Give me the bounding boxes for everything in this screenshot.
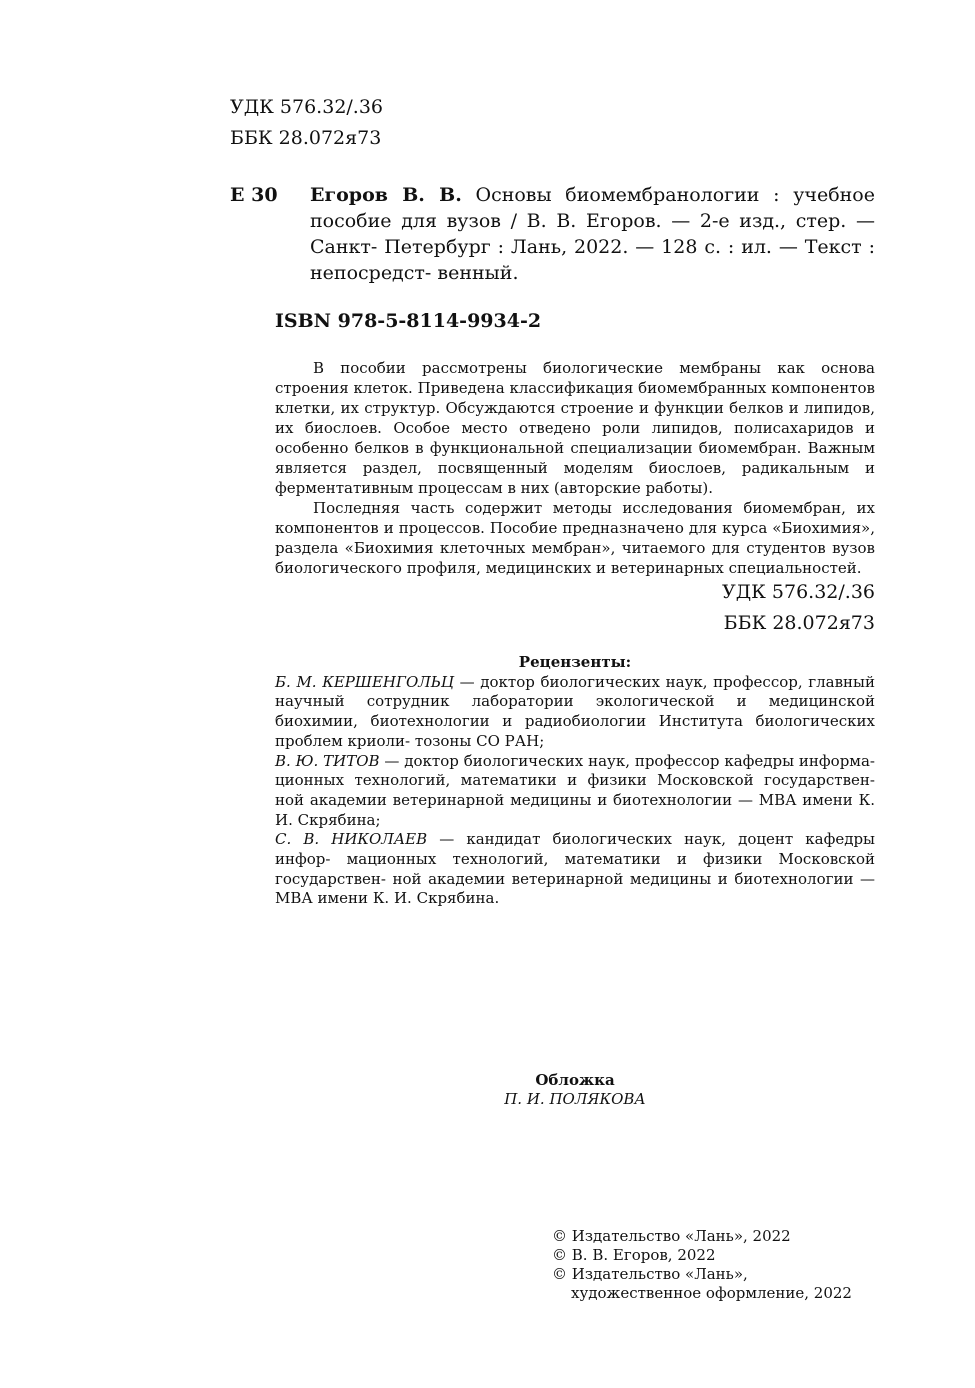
reviewer-line: мационных технологий, математики и физики Московской государствен-	[275, 850, 875, 888]
reviewer-entry	[275, 673, 875, 752]
reviewer-name: С. В. НИКОЛАЕВ	[275, 830, 428, 849]
annotation-line: биологического профиля, медицинских и ветеринарных специальностей.	[275, 559, 862, 577]
bbk-code: ББК 28.072я73	[230, 127, 382, 149]
annotation-line: компонентов и процессов. Пособие предназначено для курса «Биохимия»,	[275, 519, 875, 537]
reviewers	[275, 653, 875, 909]
author-code: Е 30	[230, 184, 278, 206]
annotation-paragraph	[275, 498, 875, 578]
description-line: Основы биомембранологии : учебное пособие	[310, 184, 875, 232]
annotation-line: В пособии рассмотрены биологические мембраны как основа строения	[275, 359, 875, 397]
description-line: Петербург : Лань, 2022. — 128 с. : ил. — Текст : непосредст-	[310, 236, 875, 284]
description-line: для вузов / В. В. Егоров. — 2-е изд., стер. — Санкт-	[310, 210, 875, 258]
reviewer-line: К. И. Скрябина.	[372, 889, 500, 908]
reviewer-name: В. Ю. ТИТОВ	[275, 751, 380, 770]
description-line: венный.	[437, 262, 519, 284]
reviewer-line: научный сотрудник лаборатории экологической и медицинской биохимии,	[275, 692, 875, 731]
classification-codes	[230, 92, 383, 154]
reviewer-entry	[275, 830, 875, 909]
copyright-line: © Издательство «Лань», 2022	[552, 1227, 791, 1245]
bbk-code: ББК 28.072я73	[723, 612, 875, 634]
classification-codes-repeat	[722, 577, 875, 639]
udk-code: УДК 576.32/.36	[721, 581, 875, 603]
reviewer-line: ционных технологий, математики и физики Московской государствен-	[275, 771, 875, 790]
annotation-line: раздела «Биохимия клеточных мембран», читаемого для студентов вузов	[275, 539, 875, 557]
annotation-line: процессам в них (авторские работы).	[418, 479, 713, 497]
cover-designer: П. И. ПОЛЯКОВА	[504, 1090, 646, 1108]
udk-code: УДК 576.32/.36	[230, 96, 384, 118]
annotation-line: клеток. Приведена классификация биомембранных компонентов клетки,	[275, 379, 875, 417]
annotation-line: Последняя часть содержит методы исследования биомембран, их	[313, 499, 875, 517]
reviewer-line: тозоны СО РАН;	[414, 731, 545, 750]
reviewer-line: ной академии ветеринарной медицины и биотехнологии — МВА имени	[275, 790, 853, 809]
annotation-line: их структур. Обсуждаются строение и функции белков и липидов, их	[275, 399, 875, 437]
copyright-line: © В. В. Егоров, 2022	[552, 1246, 716, 1264]
annotation-line: раздел, посвященный моделям биослоев, радикальным и ферментативным	[275, 459, 875, 497]
bibliographic-description	[310, 182, 875, 286]
annotation	[275, 358, 875, 578]
reviewer-line: — доктор биологических наук, профессор кафедры информа-	[379, 751, 875, 770]
reviewer-name: Б. М. КЕРШЕНГОЛЬЦ	[275, 672, 454, 691]
annotation-line: белков в функциональной специализации биомембран. Важным является	[275, 439, 875, 477]
bibliographic-entry	[230, 182, 875, 286]
annotation-paragraph	[275, 358, 875, 498]
reviewer-line: биотехнологии и радиобиологии Института биологических проблем криоли-	[275, 712, 875, 750]
copyright-line: художественное оформление, 2022	[571, 1284, 852, 1302]
isbn: ISBN 978-5-8114-9934-2	[275, 310, 542, 332]
copyright-block	[552, 1227, 852, 1303]
reviewer-line: ной академии ветеринарной медицины и биотехнологии — МВА имени	[275, 869, 875, 908]
copyright-line: © Издательство «Лань»,	[552, 1265, 748, 1283]
cover-credit	[475, 1071, 675, 1109]
author-name: Егоров В. В.	[310, 184, 462, 206]
reviewer-line: — кандидат биологических наук, доцент кафедры инфор-	[275, 830, 875, 869]
annotation-line: биослоев. Особое место отведено роли липидов, полисахаридов и особенно	[275, 419, 875, 457]
reviewer-entry	[275, 752, 875, 831]
cover-title: Обложка	[535, 1071, 615, 1089]
reviewers-title: Рецензенты:	[518, 653, 632, 671]
reviewer-line: — доктор биологических наук, профессор, главный	[453, 672, 875, 691]
reviewer-line: К. И. Скрябина;	[275, 790, 875, 829]
